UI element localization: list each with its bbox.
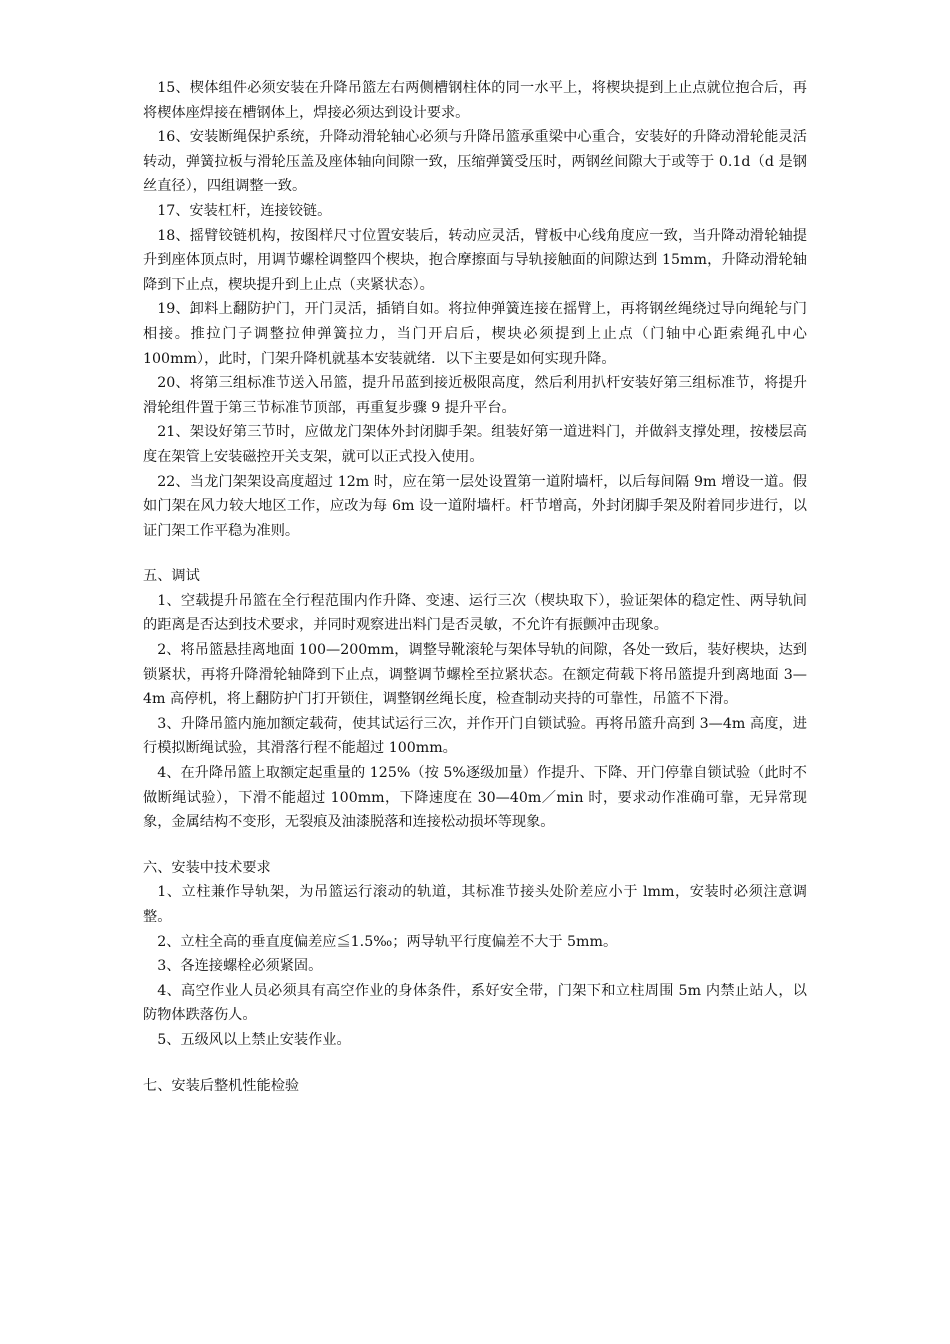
install-step-17: 17、安装杠杆，连接铰链。 — [157, 202, 332, 219]
install-step-19: 19、卸料上翻防护门，开门灵活，插销自如。将拉伸弹簧连接在摇臂上，再将钢丝绳绕过导向绳轮与门相接。推拉门子调整拉伸弹簧拉力，当门开启后，楔块必须提到上止点（门轴中心距索绳孔中心 100mm），此时，门架升降机就基本安装就绪．以下主要是如何实现升降。 — [143, 301, 807, 367]
install-step-18: 18、摇臂铰链机构，按图样尺寸位置安装后，转动应灵活，臂板中心线角度应一致，当升降动滑轮轴提升到座体顶点时，用调节螺栓调整四个楔块，抱合摩擦面与导轨接触面的间隙达到 15mm，升降动滑轮轴降到下止点，楔块提升到上止点（夹紧状态）。 — [143, 227, 807, 293]
debug-item-3: 3、升降吊篮内施加额定载荷，使其试运行三次，并作开门自锁试验。再将吊篮升高到 3—4m 高度，进行模拟断绳试验，其滑落行程不能超过 100mm。 — [143, 715, 807, 757]
section-spacer — [143, 543, 807, 564]
section-heading-debugging: 五、调试 — [143, 568, 200, 585]
tech-item-4: 4、高空作业人员必须具有高空作业的身体条件，系好安全带，门架下和立柱周围 5m 内禁止站人，以防物体跌落伤人。 — [143, 982, 807, 1024]
install-step-16: 16、安装断绳保护系统，升降动滑轮轴心必须与升降吊篮承重梁中心重合，安装好的升降动滑轮能灵活转动，弹簧拉板与滑轮压盖及座体轴向间隙一致，压缩弹簧受压时，两钢丝间隙大于或等于 0.1d（d 是钢丝直径），四组调整一致。 — [143, 129, 807, 195]
tech-item-2: 2、立柱全高的垂直度偏差应≦1.5‰；两导轨平行度偏差不大于 5mm。 — [157, 933, 618, 950]
install-step-15: 15、楔体组件必须安装在升降吊篮左右两侧槽钢柱体的同一水平上，将楔块提到上止点就位抱合后，再将楔体座焊接在槽钢体上，焊接必须达到设计要求。 — [143, 80, 807, 121]
section-spacer — [143, 835, 807, 856]
section-heading-tech-requirements: 六、安装中技术要求 — [143, 859, 271, 876]
debug-item-4: 4、在升降吊篮上取额定起重量的 125%（按 5%逐级加量）作提升、下降、开门停靠自锁试验（此时不做断绳试验），下滑不能超过 100mm，下降速度在 30—40m／min 时，要求动作准确可靠，无异常现象，金属结构不变形，无裂痕及油漆脱落和连接松动损坏等现象。 — [143, 765, 807, 831]
tech-item-3: 3、各连接螺栓必须紧固。 — [157, 958, 323, 975]
tech-item-1: 1、立柱兼作导轨架，为吊篮运行滚动的轨道，其标准节接头处阶差应小于 lmm，安装时必须注意调整。 — [143, 884, 807, 925]
install-step-22: 22、当龙门架架设高度超过 12m 时，应在第一层处设置第一道附墙杆，以后每间隔 9m 增设一道。假如门架在风力较大地区工作，应改为每 6m 设一道附墙杆。杆节增高，外封闭脚手架及附着同步进行，以证门架工作平稳为准则。 — [143, 473, 807, 539]
document-page — [143, 76, 807, 1098]
section-heading-inspection: 七、安装后整机性能检验 — [143, 1077, 300, 1094]
tech-item-5: 5、五级风以上禁止安装作业。 — [157, 1031, 351, 1048]
section-spacer — [143, 1053, 807, 1074]
install-step-20: 20、将第三组标准节送入吊篮，提升吊蓝到接近极限高度，然后利用扒杆安装好第三组标准节，将提升滑轮组件置于第三节标准节顶部，再重复步骤 9 提升平台。 — [143, 375, 807, 416]
debug-item-2: 2、将吊篮悬挂离地面 100—200mm，调整导靴滚轮与架体导轨的间隙，各处一致后，装好楔块，达到锁紧状，再将升降滑轮轴降到下止点，调整调节螺栓至拉紧状态。在额定荷载下将吊篮提升到离地面 3—4m 高停机，将上翻防护门打开锁住，调整钢丝绳长度，检查制动夹持的可靠性，吊篮不下滑。 — [143, 642, 807, 708]
install-step-21: 21、架设好第三节时，应做龙门架体外封闭脚手架。组装好第一道进料门，并做斜支撑处理，按楼层高度在架管上安装磁控开关支架，就可以正式投入使用。 — [143, 424, 807, 465]
debug-item-1: 1、空载提升吊篮在全行程范围内作升降、变速、运行三次（楔块取下），验证架体的稳定性、两导轨间的距离是否达到技术要求，并同时观察进出料门是否灵敏，不允许有振颤冲击现象。 — [143, 592, 807, 634]
